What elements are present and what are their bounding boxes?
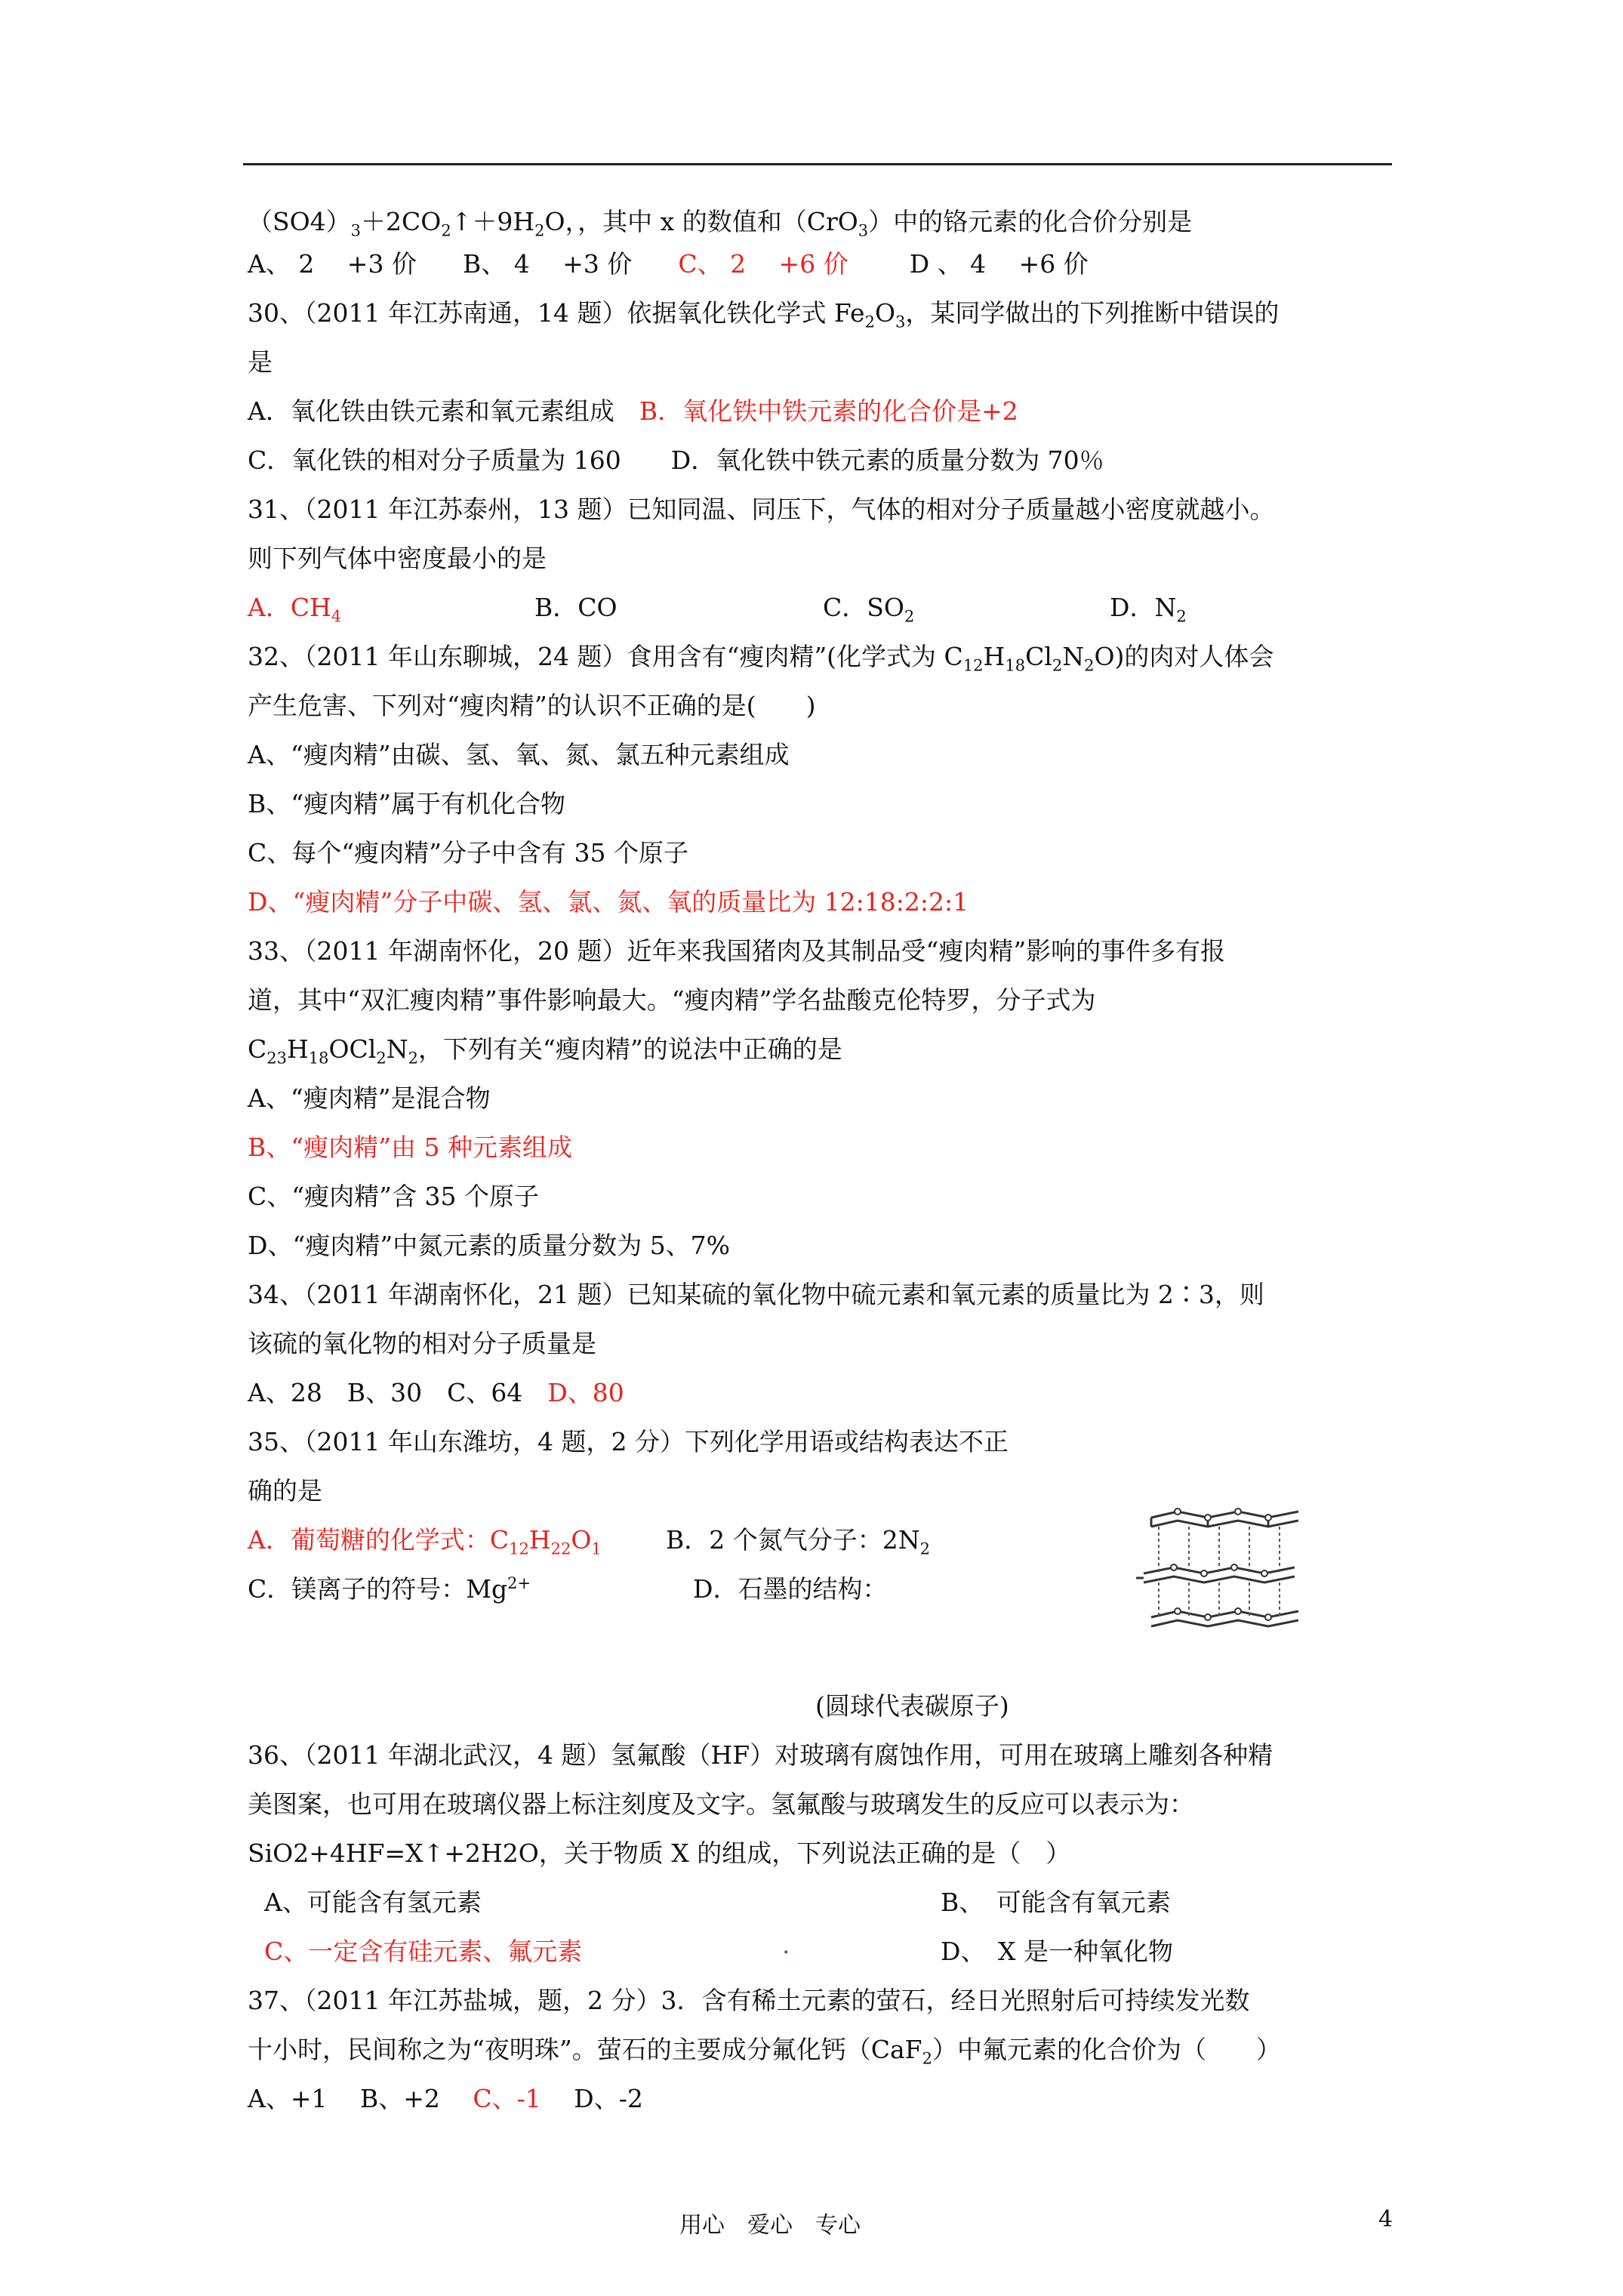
q32-stem: 32、（2011 年山东聊城，24 题）食用含有“瘦肉精”(化学式为 $C_{12}H_{18}Cl_2N_2O$)的肉对人体会 — [248, 642, 1274, 675]
q35-option-b[interactable]: B．2 个氮气分子：$2N_2$ — [666, 1525, 930, 1558]
q32-option-b[interactable]: B、“瘦肉精”属于有机化合物 — [248, 789, 565, 818]
q31-options — [0, 591, 1623, 624]
q30-options-2 — [248, 444, 1104, 477]
q37-stem: 37、（2011 年江苏盐城，题，2 分）3．含有稀土元素的萤石，经日光照射后可持续发光数 — [248, 1986, 1250, 2015]
q29-option-b[interactable]: B、 4 +3 价 — [462, 249, 633, 279]
q32-stem-2: 产生危害、下列对“瘦肉精”的认识不正确的是( ) — [248, 691, 816, 720]
q33-option-b[interactable]: B、“瘦肉精”由 5 种元素组成 — [248, 1133, 572, 1162]
q34-options-abc[interactable]: A、28 B、30 C、64 — [248, 1378, 523, 1407]
q37-stem-2: 十小时，民间称之为“夜明珠”。萤石的主要成分氟化钙（CaF$_2$）中氟元素的化合价为（ ） — [248, 2035, 1281, 2068]
q33-stem-3: $C_{23}H_{18}OCl_2N_2$，下列有关“瘦肉精”的说法中正确的是 — [248, 1034, 842, 1068]
q30-options-1 — [248, 395, 1018, 428]
page-number: 4 — [1378, 2206, 1394, 2233]
q30-option-a[interactable]: A．氧化铁由铁元素和氧元素组成 — [248, 396, 614, 426]
q34-option-d[interactable]: D、80 — [547, 1378, 624, 1407]
q33-option-d[interactable]: D、“瘦肉精”中氮元素的质量分数为 5、7% — [248, 1231, 731, 1260]
q36-stem: 36、（2011 年湖北武汉，4 题）氢氟酸（HF）对玻璃有腐蚀作用，可用在玻璃上雕刻各种精 — [248, 1740, 1273, 1770]
q31-stem-2: 则下列气体中密度最小的是 — [248, 544, 547, 573]
q33-option-a[interactable]: A、“瘦肉精”是混合物 — [248, 1083, 491, 1113]
q29-options — [248, 248, 1089, 281]
q31-stem: 31、（2011 年江苏泰州，13 题）已知同温、同压下，气体的相对分子质量越小密度就越小。 — [248, 495, 1275, 524]
q35-options-2 — [0, 1573, 1623, 1606]
q36-option-a[interactable]: A、可能含有氢元素 — [264, 1888, 482, 1917]
q32-option-d[interactable]: D、“瘦肉精”分子中碳、氢、氯、氮、氧的质量比为 12:18:2:2:1 — [248, 887, 969, 917]
q33-option-c[interactable]: C、“瘦肉精”含 35 个原子 — [248, 1182, 539, 1211]
q30-stem-2: 是 — [248, 347, 273, 377]
q36-options-2 — [0, 1935, 1623, 1968]
q31-option-b[interactable]: B．CO — [534, 593, 617, 622]
q37-options — [248, 2082, 643, 2116]
graphite-structure-figure — [1136, 1504, 1317, 1640]
q35-stem-2: 确的是 — [248, 1476, 322, 1505]
q33-stem-2: 道，其中“双汇瘦肉精”事件影响最大。“瘦肉精”学名盐酸克伦特罗，分子式为 — [248, 985, 1096, 1015]
q31-option-a[interactable]: A．$CH_4$ — [248, 593, 342, 626]
q30-stem: 30、（2011 年江苏南通，14 题）依据氧化铁化学式 $Fe_2O_3$，某同学做出的下列推断中错误的 — [248, 298, 1280, 331]
q30-option-c[interactable]: C．氧化铁的相对分子质量为 160 — [248, 445, 621, 475]
q35-option-c[interactable]: C．镁离子的符号：$Mg^{2+}$ — [248, 1574, 531, 1604]
q36-stem-3: SiO2+4HF=X↑+2H2O，关于物质 X 的组成，下列说法正确的是（ ） — [248, 1838, 1071, 1868]
q37-option-c[interactable]: C、-1 — [473, 2084, 541, 2113]
q36-option-b[interactable]: B、 可能含有氧元素 — [941, 1888, 1171, 1917]
stray-dot: . — [782, 1930, 790, 1959]
q35-options-1 — [0, 1524, 1623, 1557]
q34-options — [248, 1376, 624, 1410]
q31-option-d[interactable]: D．$N_2$ — [1110, 593, 1187, 626]
q30-option-b[interactable]: B．氧化铁中铁元素的化合价是+2 — [639, 396, 1018, 426]
q29-option-d[interactable]: D 、 4 +6 价 — [909, 249, 1089, 279]
q35-stem: 35、（2011 年山东潍坊，4 题，2 分）下列化学用语或结构表达不正 — [248, 1427, 1009, 1456]
q31-option-c[interactable]: C．$SO_2$ — [823, 593, 915, 626]
q36-option-d[interactable]: D、 X 是一种氧化物 — [941, 1937, 1173, 1966]
q33-stem: 33、（2011 年湖南怀化，20 题）近年来我国猪肉及其制品受“瘦肉精”影响的事件多有报 — [248, 936, 1226, 966]
q37-option-d[interactable]: D、-2 — [574, 2084, 643, 2113]
q36-stem-2: 美图案，也可用在玻璃仪器上标注刻度及文字。氢氟酸与玻璃发生的反应可以表示为： — [248, 1789, 1194, 1819]
q35-option-d[interactable]: D．石墨的结构： — [693, 1574, 888, 1604]
q34-stem: 34、（2011 年湖南怀化，21 题）已知某硫的氧化物中硫元素和氧元素的质量比为 2∶3，则 — [248, 1280, 1264, 1309]
header-rule — [243, 163, 1392, 165]
q29-line: $(SO4)_3+2CO_2↑+9H_2O$，，其中 x 的数值和（CrO$_3$）中的铬元素的化合价分别是 — [248, 207, 1193, 240]
q29-option-c[interactable]: C、 2 +6 价 — [678, 249, 848, 279]
q29-option-a[interactable]: A、 2 +3 价 — [248, 249, 417, 279]
q30-option-d[interactable]: D．氧化铁中铁元素的质量分数为 70％ — [670, 445, 1104, 475]
q35-figure-caption: (圆球代表碳原子) — [815, 1691, 1009, 1721]
q35-option-a[interactable]: A．葡萄糖的化学式：$C_{12}H_{22}O_1$ — [248, 1525, 602, 1558]
q36-options-1 — [0, 1886, 1623, 1919]
page-footer: 用心 爱心 专心 — [679, 2212, 861, 2239]
q32-option-c[interactable]: C、每个“瘦肉精”分子中含有 35 个原子 — [248, 838, 688, 868]
q34-stem-2: 该硫的氧化物的相对分子质量是 — [248, 1329, 596, 1358]
q37-option-ab[interactable]: A、+1 B、+2 — [248, 2084, 440, 2113]
q36-option-c[interactable]: C、一定含有硅元素、氟元素 — [264, 1937, 583, 1966]
q32-option-a[interactable]: A、“瘦肉精”由碳、氢、氧、氮、氯五种元素组成 — [248, 740, 790, 769]
